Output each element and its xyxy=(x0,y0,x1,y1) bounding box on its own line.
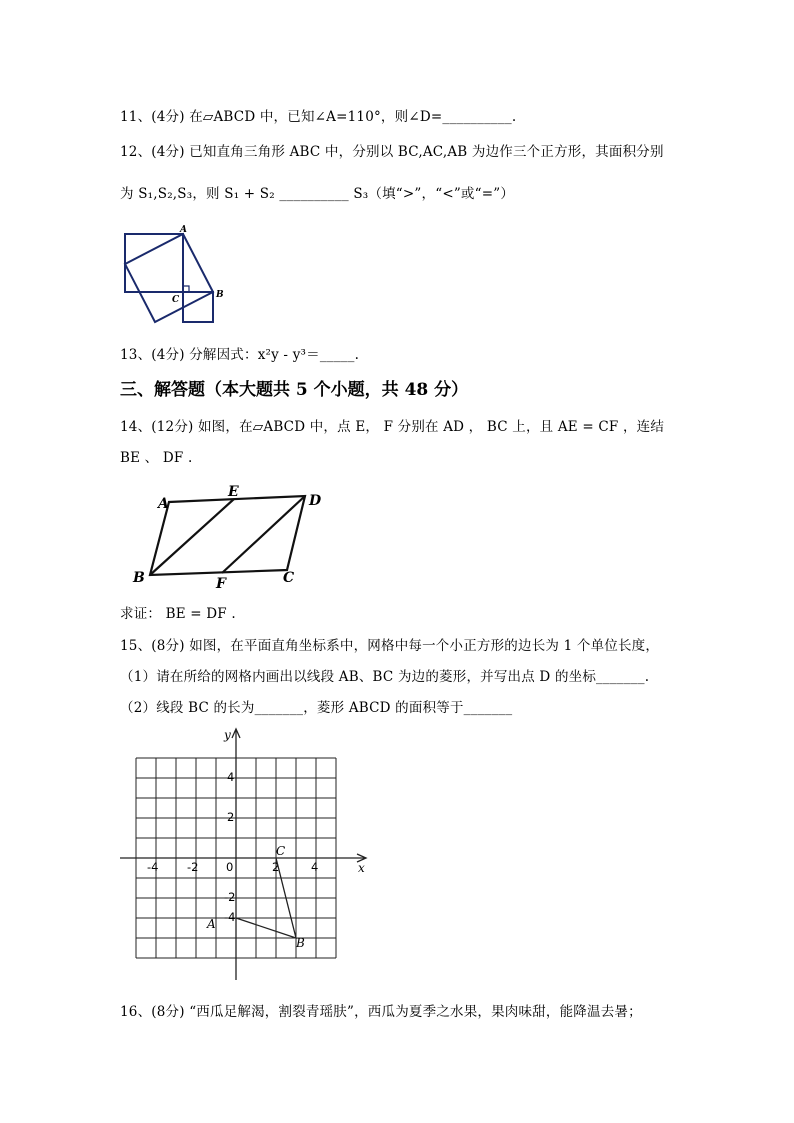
q12-line2: 为 S₁,S₂,S₃，则 S₁ + S₂ __________ S₃（填“>”，“<”或“=”） xyxy=(120,186,515,202)
fig12-label-a: A xyxy=(180,225,187,235)
x-axis-label: x xyxy=(358,861,365,875)
q14-parallelogram-figure xyxy=(130,482,330,592)
point-b-label: B xyxy=(296,936,305,950)
point-c-label: C xyxy=(276,844,286,858)
q14-proof-statement: 求证： BE = DF . xyxy=(120,606,236,622)
fig14-label-e: E xyxy=(228,484,239,500)
tick-x-4: 4 xyxy=(311,860,319,874)
fig14-label-a: A xyxy=(158,496,169,512)
point-a-label: A xyxy=(207,917,216,931)
fig14-label-f: F xyxy=(216,576,226,592)
fig14-label-d: D xyxy=(309,493,322,509)
q15-line1: 15、(8分) 如图，在平面直角坐标系中，网格中每一个小正方形的边长为 1 个单位长度， xyxy=(120,638,660,654)
y-axis-label: y xyxy=(224,728,231,742)
tick-x-neg2: -2 xyxy=(187,860,199,874)
q15-coordinate-grid xyxy=(115,725,375,985)
q14-line1: 14、(12分) 如图，在▱ABCD 中，点 E， F 分别在 AD ， BC 上，且 AE = CF ，连结 xyxy=(120,419,665,435)
q14-line2: BE 、 DF . xyxy=(120,450,193,466)
tick-y-2: 2 xyxy=(227,810,235,824)
tick-y-4: 4 xyxy=(227,770,235,784)
tick-y-neg4: -4 xyxy=(224,910,236,924)
q11-text: 11、(4分) 在▱ABCD 中，已知∠A=110°，则∠D=__________. xyxy=(120,109,517,125)
section-3-heading: 三、解答题（本大题共 5 个小题，共 48 分） xyxy=(120,380,469,400)
fig14-label-c: C xyxy=(283,570,295,586)
fig14-label-b: B xyxy=(133,570,145,586)
q12-figure xyxy=(120,226,240,326)
q16-text: 16、(8分) “西瓜足解渴，割裂青瑶肤”，西瓜为夏季之水果，果肉味甜，能降温去暑； xyxy=(120,1004,642,1020)
tick-y-neg2: -2 xyxy=(224,890,236,904)
q13-text: 13、(4分) 分解因式：x²y - y³＝_____. xyxy=(120,347,360,363)
q12-line1: 12、(4分) 已知直角三角形 ABC 中，分别以 BC,AC,AB 为边作三个正方形，其面积分别 xyxy=(120,144,664,160)
fig12-label-c: C xyxy=(172,295,180,305)
tick-x-2: 2 xyxy=(272,860,280,874)
tick-x-neg4: -4 xyxy=(147,860,159,874)
q15-line3: （2）线段 BC 的长为_______，菱形 ABCD 的面积等于_______ xyxy=(120,700,513,716)
tick-origin: 0 xyxy=(226,860,234,874)
q15-line2: （1）请在所给的网格内画出以线段 AB、BC 为边的菱形，并写出点 D 的坐标_______. xyxy=(120,669,650,685)
fig12-label-b: B xyxy=(216,290,224,300)
